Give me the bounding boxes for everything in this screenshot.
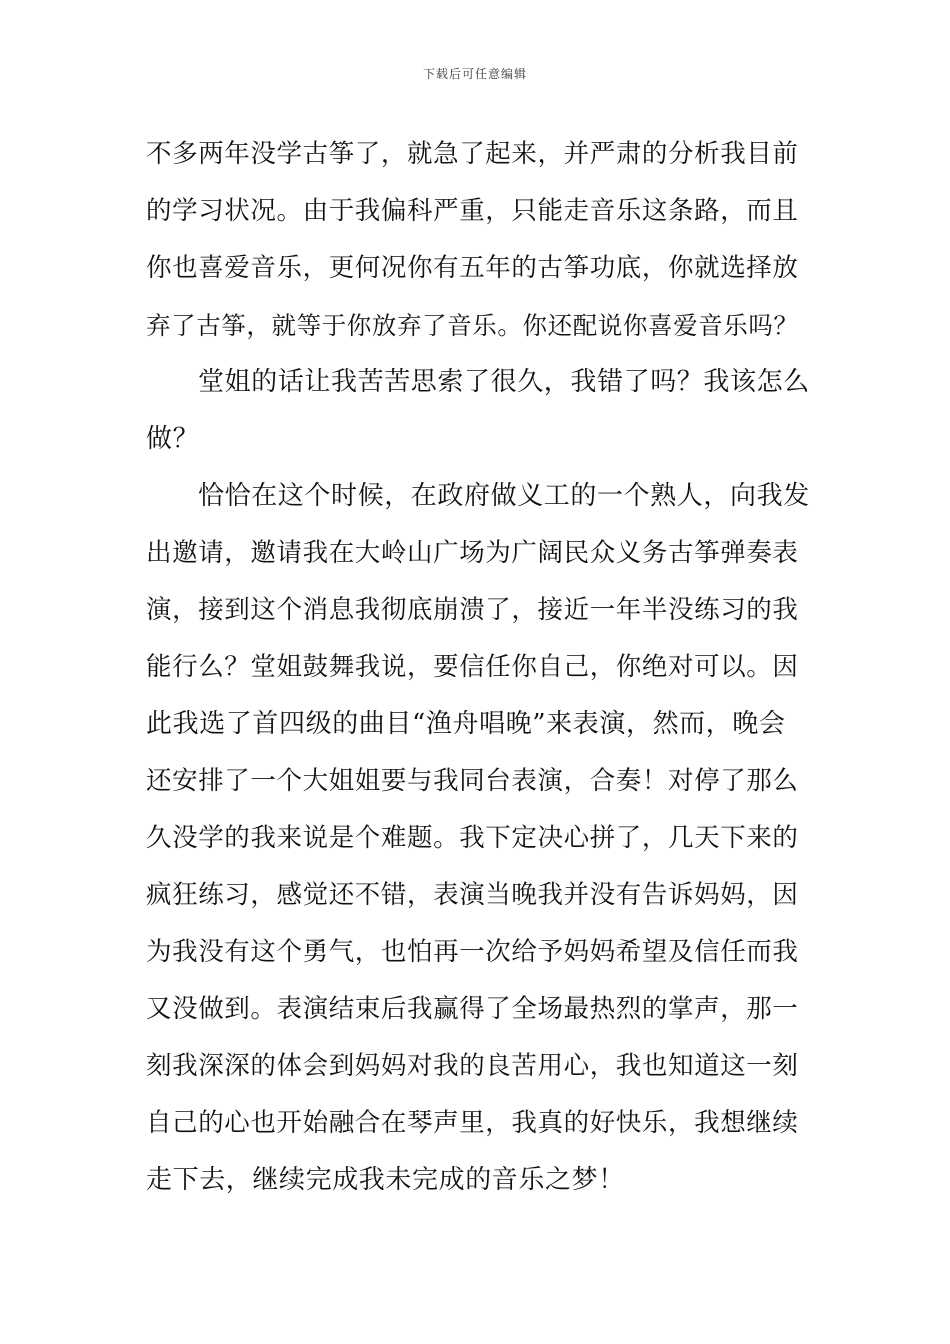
text-line: 久没学的我来说是个难题。我下定决心拼了，几天下来的 [146,823,799,853]
text-line: 疯狂练习，感觉还不错，表演当晚我并没有告诉妈妈，因 [146,880,799,910]
body-text [146,126,810,1209]
text-line: 刻我深深的体会到妈妈对我的良苦用心，我也知道这一刻 [146,1051,799,1081]
paragraph-start-line: 堂姐的话让我苦苦思索了很久，我错了吗？我该怎么 [198,367,810,397]
text-line: 出邀请，邀请我在大岭山广场为广阔民众义务古筝弹奏表 [146,538,799,568]
text-line: 你也喜爱音乐，更何况你有五年的古筝功底，你就选择放 [146,253,799,283]
text-line: 又没做到。表演结束后我赢得了全场最热烈的掌声，那一 [146,994,799,1024]
text-line: 自己的心也开始融合在琴声里，我真的好快乐，我想继续 [146,1108,799,1138]
text-line: 的学习状况。由于我偏科严重，只能走音乐这条路，而且 [146,196,799,226]
text-line: 做？ [146,424,200,454]
text-line: 演，接到这个消息我彻底崩溃了，接近一年半没练习的我 [146,595,799,625]
text-line: 走下去，继续完成我未完成的音乐之梦！ [146,1165,625,1195]
text-line: 弃了古筝，就等于你放弃了音乐。你还配说你喜爱音乐吗？ [146,311,799,340]
text-line: 此我选了首四级的曲目“渔舟唱晚”来表演，然而，晚会 [146,709,786,739]
text-line: 不多两年没学古筝了，就急了起来，并严肃的分析我目前 [146,139,799,169]
paragraph-start-line: 恰恰在这个时候，在政府做义工的一个熟人，向我发 [198,481,810,511]
header-note: 下载后可任意编辑 [422,67,527,81]
text-line: 还安排了一个大姐姐要与我同台表演，合奏！对停了那么 [146,766,799,796]
text-line: 能行么？堂姐鼓舞我说，要信任你自己，你绝对可以。因 [146,652,799,682]
text-line: 为我没有这个勇气，也怕再一次给予妈妈希望及信任而我 [146,937,799,967]
